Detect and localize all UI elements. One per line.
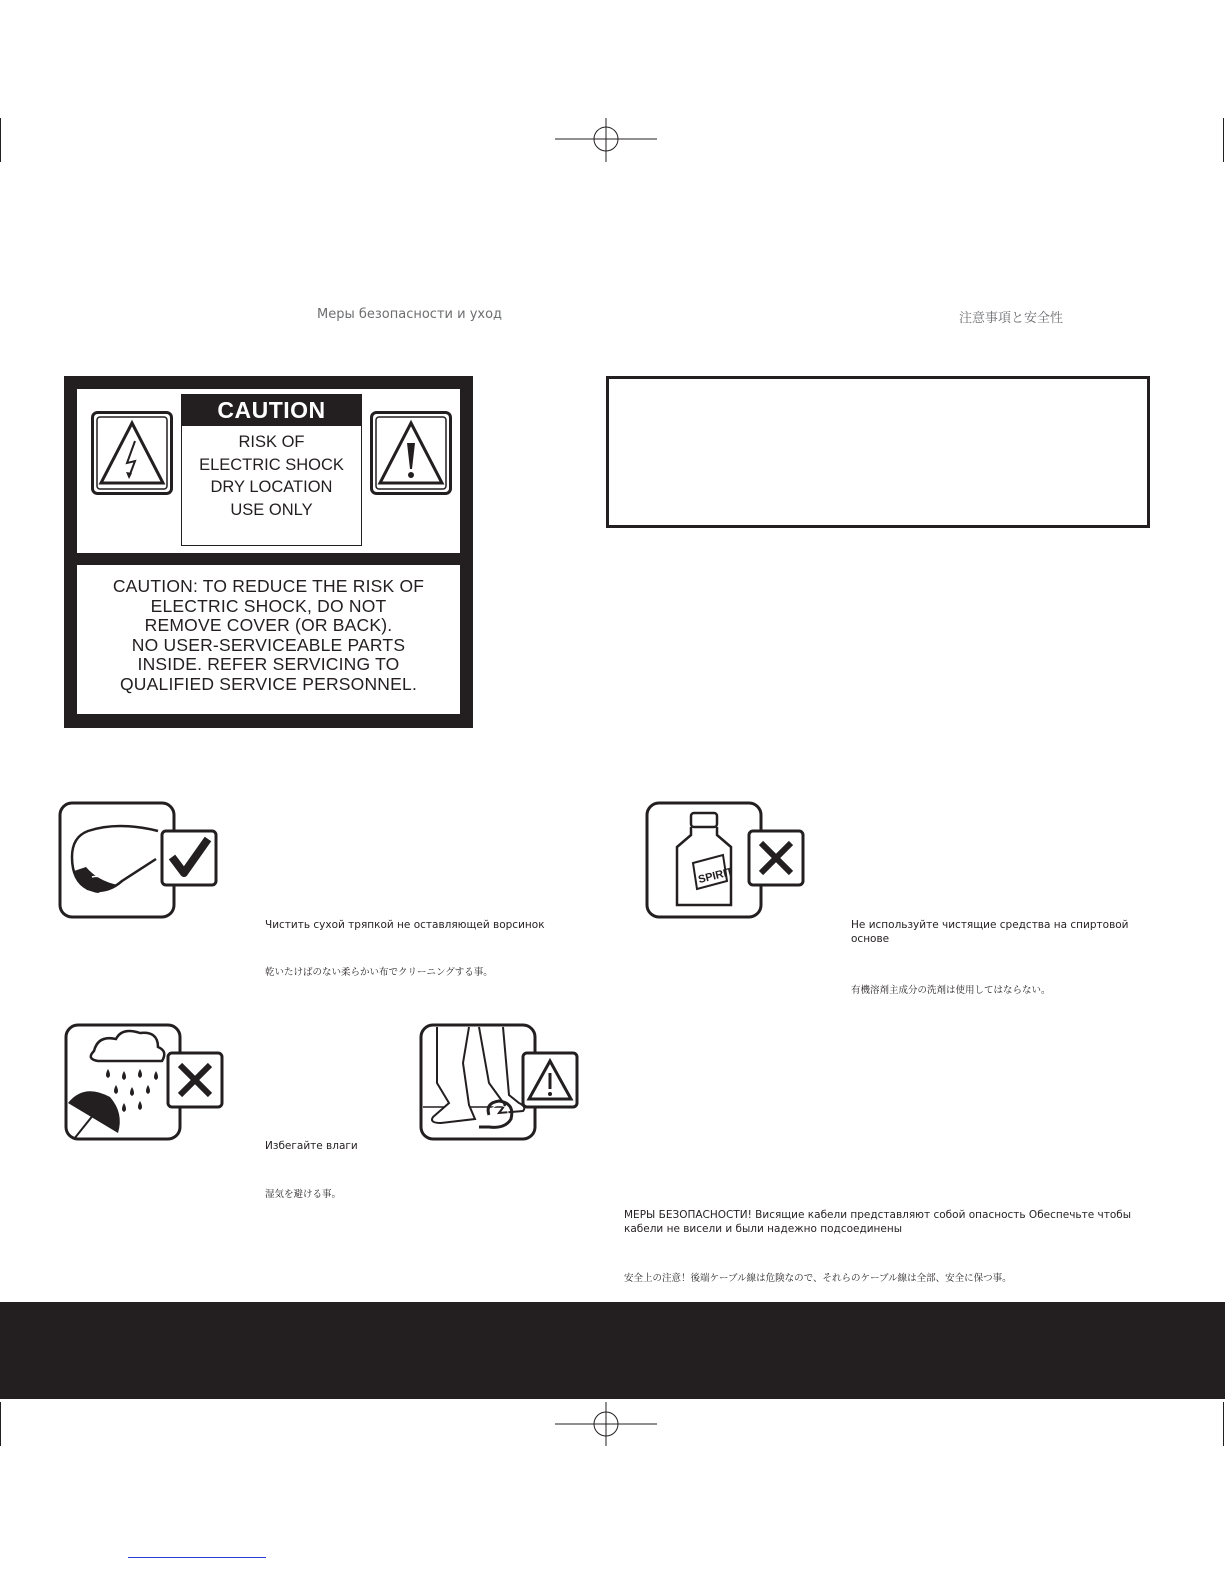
crop-mark-right-bottom <box>1223 1402 1224 1446</box>
caution-label-line: RISK OF <box>238 433 305 451</box>
no-spirit-icon <box>645 801 807 919</box>
trip-hazard-icon <box>419 1023 581 1143</box>
crop-mark-left-bottom <box>0 1402 1 1446</box>
instruction-dry-cloth-jp: 乾いたけばのない柔らかい布でクリーニングする事。 <box>265 967 493 978</box>
electric-shock-warning-icon <box>91 411 173 495</box>
caution-notice-line: ELECTRIC SHOCK, DO NOT <box>150 595 387 616</box>
caution-notice-line: NO USER-SERVICEABLE PARTS <box>131 634 406 655</box>
footer-band <box>0 1302 1225 1399</box>
registration-mark-top <box>555 118 657 162</box>
caution-label-line: ELECTRIC SHOCK <box>199 455 344 474</box>
instruction-line: основе <box>851 933 890 945</box>
warning-box <box>606 376 1150 528</box>
caution-label-line: USE ONLY <box>230 500 313 519</box>
heading-japanese: 注意事項と安全性 <box>959 311 1064 326</box>
caution-notice-line: INSIDE. REFER SERVICING TO <box>137 654 400 674</box>
instruction-avoid-moisture-jp: 湿気を避ける事。 <box>265 1189 342 1200</box>
caution-label-line: DRY LOCATION <box>210 478 333 496</box>
instruction-line: Не используйте чистящие средства на спиртовой <box>851 919 1129 931</box>
instruction-line: МЕРЫ БЕЗОПАСНОСТИ! Висящие кабели представляют собой опасность Обеспечьте чтобы <box>624 1209 1132 1221</box>
instruction-line: кабели не висели и были надежно подсоединены <box>624 1223 903 1235</box>
instruction-no-spirit-ru <box>851 918 1129 946</box>
instruction-no-spirit-jp: 有機溶剤主成分の洗剤は使用してはならない。 <box>851 985 1051 996</box>
instruction-cables-jp: 安全上の注意！後端ケーブル線は危険なので、それらのケーブル線は全部、安全に保つ事。 <box>624 1273 1012 1284</box>
instruction-cables-ru <box>624 1208 1131 1236</box>
caution-label-title: CAUTION <box>182 395 361 426</box>
no-moisture-icon <box>64 1023 226 1143</box>
dry-cloth-icon <box>58 801 220 919</box>
link-underline[interactable] <box>128 1557 266 1558</box>
crop-mark-right-top <box>1223 118 1224 162</box>
caution-notice-line: CAUTION: TO REDUCE THE RISK OF <box>112 576 425 596</box>
caution-notice <box>77 565 460 714</box>
registration-mark-bottom <box>555 1402 657 1446</box>
exclamation-warning-icon <box>370 411 452 495</box>
caution-label <box>181 394 362 546</box>
caution-notice-line: QUALIFIED SERVICE PERSONNEL. <box>119 673 418 694</box>
instruction-dry-cloth-ru: Чистить сухой тряпкой не оставляющей ворсинок <box>265 919 545 931</box>
crop-mark-left-top <box>0 118 1 162</box>
heading-russian: Меры безопасности и уход <box>317 307 503 322</box>
caution-notice-line: REMOVE COVER (OR BACK). <box>144 615 393 635</box>
spirit-bottle-label: SPIRIT <box>697 865 735 887</box>
instruction-avoid-moisture-ru: Избегайте влаги <box>265 1140 358 1152</box>
